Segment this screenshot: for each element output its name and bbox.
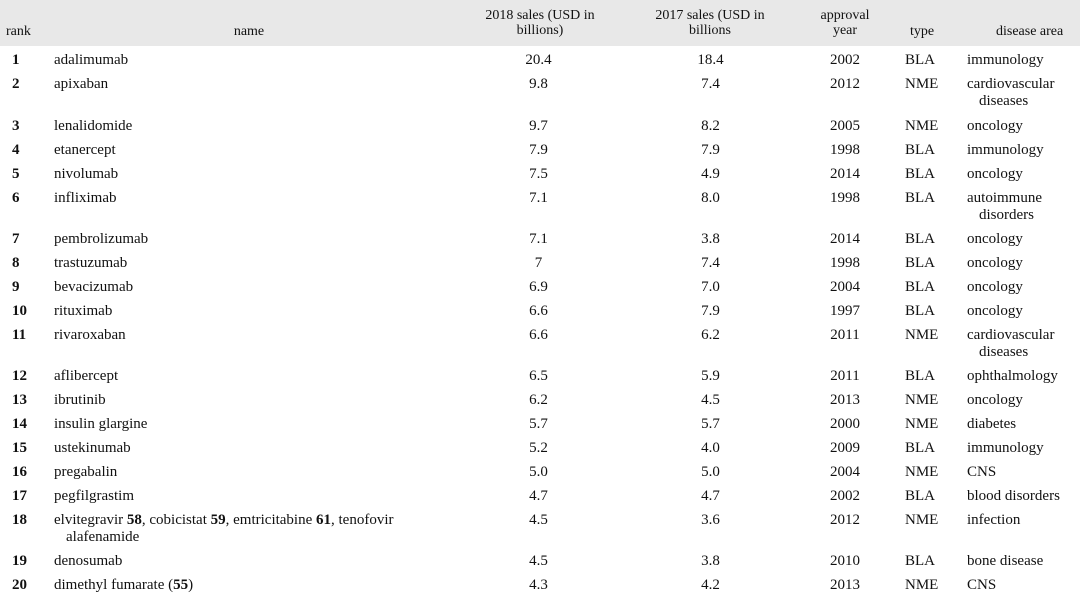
rank-cell: 9 [12, 279, 20, 295]
sales-2018-cell: 9.8 [529, 76, 548, 92]
header-name: name [233, 24, 265, 39]
type-cell: BLA [905, 231, 935, 247]
name-cell: adalimumab [54, 52, 129, 68]
sales-2017-cell: 4.0 [701, 440, 720, 456]
name-cell: infliximab [54, 190, 117, 206]
name-cell: ustekinumab [54, 440, 131, 456]
compound-number: 55 [173, 577, 189, 593]
approval-year-cell: 2002 [830, 52, 860, 68]
approval-year-cell: 2000 [830, 416, 860, 432]
type-cell: NME [905, 512, 939, 528]
sales-2018-cell: 7.1 [529, 190, 548, 206]
sales-2018-cell: 6.5 [529, 368, 548, 384]
sales-2018-cell: 7.1 [529, 231, 548, 247]
sales-2017-cell: 4.9 [701, 166, 720, 182]
approval-year-cell: 2014 [830, 231, 860, 247]
disease-area-cell: infection [967, 512, 1021, 528]
type-cell: BLA [905, 255, 935, 271]
type-cell: NME [905, 327, 939, 343]
type-cell: BLA [905, 279, 935, 295]
sales-2018-cell: 6.2 [529, 392, 548, 408]
type-cell: NME [905, 416, 939, 432]
sales-2017-cell: 18.4 [697, 52, 724, 68]
sales-2018-cell: 9.7 [529, 118, 548, 134]
rank-cell: 15 [12, 440, 27, 456]
sales-2017-cell: 5.9 [701, 368, 720, 384]
sales-2017-cell: 7.4 [701, 76, 720, 92]
approval-year-cell: 2012 [830, 512, 860, 528]
sales-2017-cell: 5.0 [701, 464, 720, 480]
header-sales-2018: 2018 sales (USD in billions) [485, 8, 595, 38]
approval-year-cell: 1998 [830, 142, 860, 158]
disease-area-cell: blood disorders [967, 488, 1060, 504]
approval-year-cell: 2009 [830, 440, 860, 456]
sales-2018-cell: 4.7 [529, 488, 548, 504]
disease-area-cell: ophthalmology [967, 368, 1058, 384]
sales-2018-cell: 4.3 [529, 577, 548, 593]
sales-2018-cell: 6.6 [529, 303, 548, 319]
header-rank: rank [6, 24, 31, 39]
approval-year-cell: 2011 [830, 368, 860, 384]
name-cell: pregabalin [54, 464, 118, 480]
disease-area-cell: diabetes [967, 416, 1017, 432]
disease-area-cell: oncology [967, 166, 1023, 182]
rank-cell: 18 [12, 512, 27, 528]
sales-2018-cell: 20.4 [525, 52, 552, 68]
type-cell: NME [905, 577, 939, 593]
compound-number: 58 [126, 512, 142, 528]
rank-cell: 2 [12, 76, 20, 92]
name-cell: nivolumab [54, 166, 119, 182]
sales-2018-cell: 5.2 [529, 440, 548, 456]
type-cell: BLA [905, 488, 935, 504]
sales-2018-cell: 5.7 [529, 416, 548, 432]
rank-cell: 17 [12, 488, 27, 504]
type-cell: NME [905, 392, 939, 408]
name-cell: trastuzumab [54, 255, 128, 271]
sales-2017-cell: 3.8 [701, 553, 720, 569]
sales-2017-cell: 7.4 [701, 255, 720, 271]
sales-2017-cell: 3.6 [701, 512, 720, 528]
rank-cell: 4 [12, 142, 20, 158]
sales-2017-cell: 5.7 [701, 416, 720, 432]
disease-area-cell: CNS [967, 464, 997, 480]
type-cell: BLA [905, 368, 935, 384]
sales-2017-cell: 8.2 [701, 118, 720, 134]
disease-area-cell: immunology [967, 440, 1044, 456]
name-cell: denosumab [54, 553, 123, 569]
disease-area-cell: CNS [967, 577, 997, 593]
rank-cell: 19 [12, 553, 27, 569]
rank-cell: 20 [12, 577, 27, 593]
sales-2017-cell: 7.0 [701, 279, 720, 295]
sales-2017-cell: 4.2 [701, 577, 720, 593]
header-type: type [910, 24, 935, 39]
approval-year-cell: 1998 [830, 255, 860, 271]
approval-year-cell: 2013 [830, 392, 860, 408]
name-cell: dimethyl fumarate (55) [54, 577, 194, 593]
approval-year-cell: 2004 [830, 464, 860, 480]
type-cell: BLA [905, 190, 935, 206]
disease-area-cell: oncology [967, 279, 1023, 295]
type-cell: BLA [905, 303, 935, 319]
compound-number: 59 [210, 512, 226, 528]
name-cell: elvitegravir 58, cobicistat 59, emtricitabine 61, tenofovir alafenamide [54, 512, 394, 545]
rank-cell: 11 [12, 327, 27, 343]
type-cell: BLA [905, 52, 935, 68]
rank-cell: 7 [12, 231, 20, 247]
disease-area-cell: cardiovascular diseases [967, 327, 1055, 360]
header-sales-2017: 2017 sales (USD in billions [655, 8, 765, 38]
sales-2017-cell: 4.7 [701, 488, 720, 504]
disease-area-cell: oncology [967, 392, 1023, 408]
rank-cell: 6 [12, 190, 20, 206]
type-cell: BLA [905, 440, 935, 456]
rank-cell: 14 [12, 416, 27, 432]
name-cell: pembrolizumab [54, 231, 149, 247]
rank-cell: 3 [12, 118, 20, 134]
name-cell: apixaban [54, 76, 109, 92]
disease-area-cell: oncology [967, 231, 1023, 247]
rank-cell: 5 [12, 166, 20, 182]
approval-year-cell: 1997 [830, 303, 860, 319]
approval-year-cell: 2012 [830, 76, 860, 92]
name-cell: lenalidomide [54, 118, 133, 134]
approval-year-cell: 2013 [830, 577, 860, 593]
disease-area-cell: oncology [967, 118, 1023, 134]
approval-year-cell: 2014 [830, 166, 860, 182]
compound-number: 61 [316, 512, 332, 528]
sales-2017-cell: 3.8 [701, 231, 720, 247]
approval-year-cell: 2011 [830, 327, 860, 343]
rank-cell: 10 [12, 303, 27, 319]
name-cell: pegfilgrastim [54, 488, 134, 504]
rank-cell: 12 [12, 368, 27, 384]
name-cell: rituximab [54, 303, 113, 319]
sales-2018-cell: 5.0 [529, 464, 548, 480]
approval-year-cell: 2010 [830, 553, 860, 569]
sales-2017-cell: 6.2 [701, 327, 720, 343]
approval-year-cell: 1998 [830, 190, 860, 206]
disease-area-cell: immunology [967, 142, 1044, 158]
sales-2017-cell: 4.5 [701, 392, 720, 408]
type-cell: NME [905, 464, 939, 480]
rank-cell: 16 [12, 464, 27, 480]
name-cell: aflibercept [54, 368, 119, 384]
rank-cell: 13 [12, 392, 27, 408]
rank-cell: 8 [12, 255, 20, 271]
name-cell: insulin glargine [54, 416, 148, 432]
sales-2018-cell: 6.9 [529, 279, 548, 295]
sales-2018-cell: 7.5 [529, 166, 548, 182]
approval-year-cell: 2002 [830, 488, 860, 504]
type-cell: BLA [905, 142, 935, 158]
sales-2018-cell: 4.5 [529, 512, 548, 528]
disease-area-cell: autoimmune disorders [967, 190, 1042, 223]
type-cell: NME [905, 76, 939, 92]
sales-2018-cell: 7.9 [529, 142, 548, 158]
approval-year-cell: 2004 [830, 279, 860, 295]
table-header [0, 0, 1080, 46]
disease-area-cell: immunology [967, 52, 1044, 68]
type-cell: NME [905, 118, 939, 134]
disease-area-cell: bone disease [967, 553, 1044, 569]
sales-2017-cell: 7.9 [701, 142, 720, 158]
approval-year-cell: 2005 [830, 118, 860, 134]
type-cell: BLA [905, 166, 935, 182]
header-approval-year: approval year [820, 8, 870, 38]
sales-2018-cell: 4.5 [529, 553, 548, 569]
disease-area-cell: cardiovascular diseases [967, 76, 1055, 109]
name-cell: etanercept [54, 142, 116, 158]
name-cell: rivaroxaban [54, 327, 126, 343]
disease-area-cell: oncology [967, 255, 1023, 271]
name-cell: bevacizumab [54, 279, 134, 295]
name-cell: ibrutinib [54, 392, 106, 408]
sales-2017-cell: 7.9 [701, 303, 720, 319]
header-disease-area: disease area [996, 24, 1064, 39]
sales-2018-cell: 7 [534, 255, 543, 271]
rank-cell: 1 [12, 52, 20, 68]
sales-2017-cell: 8.0 [701, 190, 720, 206]
sales-2018-cell: 6.6 [529, 327, 548, 343]
disease-area-cell: oncology [967, 303, 1023, 319]
type-cell: BLA [905, 553, 935, 569]
